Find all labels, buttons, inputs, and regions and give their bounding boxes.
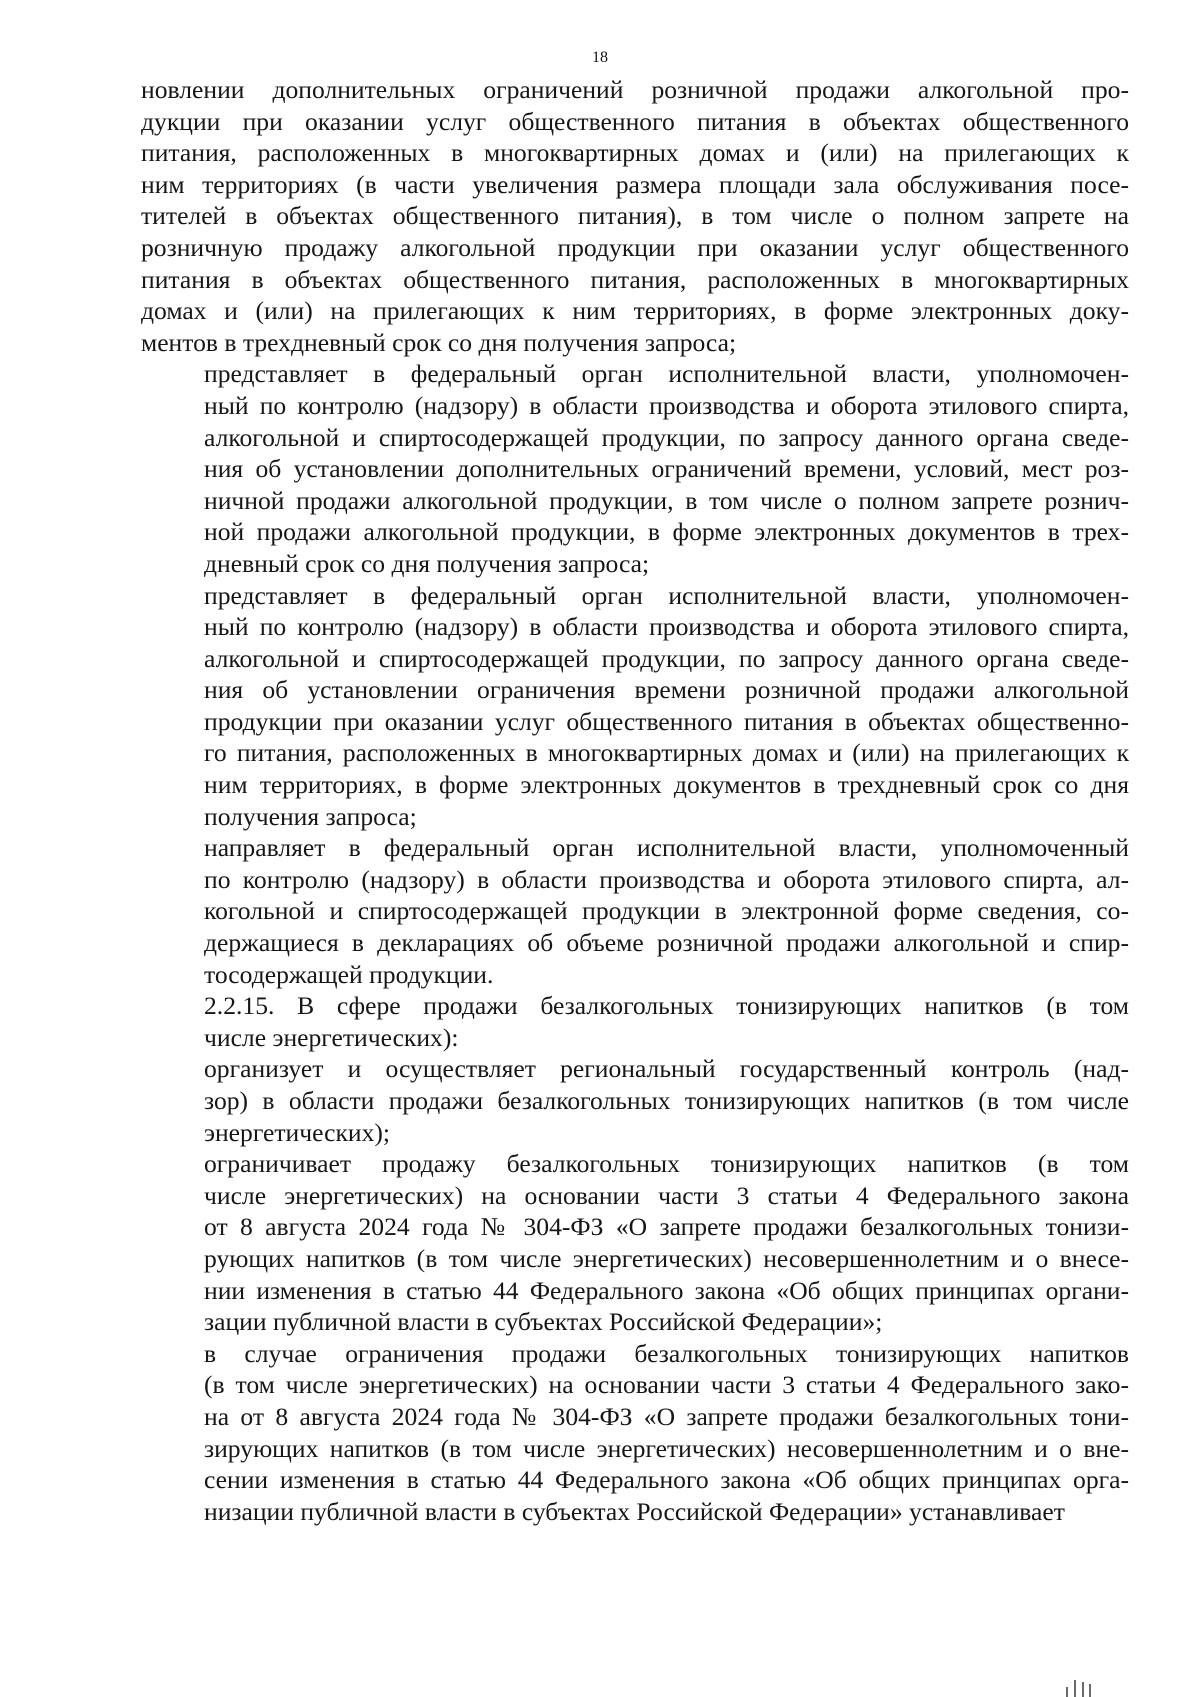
text-line: го питания, расположенных в многоквартирных домах и (или) на прилегающих к [204, 738, 1129, 768]
text-line: организует и осуществляет региональный государственный контроль (над- [204, 1054, 1129, 1084]
text-line: числе энергетических): [204, 1022, 459, 1052]
text-line: дукции при оказании услуг общественного питания в объектах общественного [141, 106, 1129, 136]
paragraph-3 [141, 580, 1129, 833]
paragraph-8 [141, 1338, 1129, 1528]
text-line: 2.2.15. В сфере продажи безалкогольных тонизирующих напитков (в том [204, 991, 1129, 1021]
text-line: нии изменения в статью 44 Федерального закона «Об общих принципах органи- [204, 1275, 1129, 1305]
text-line: ной продажи алкогольной продукции, в форме электронных документов в трех- [204, 517, 1129, 547]
text-line: зирующих напитков (в том числе энергетических) несовершеннолетним и о вне- [204, 1433, 1129, 1463]
text-line: рующих напитков (в том числе энергетических) несовершеннолетним и о внесе- [204, 1243, 1129, 1273]
text-line: ный по контролю (надзору) в области производства и оборота этилового спирта, [204, 390, 1129, 420]
text-line: (в том числе энергетических) на основании части 3 статьи 4 Федерального зако- [204, 1370, 1129, 1400]
text-line: на от 8 августа 2024 года № 304-ФЗ «О запрете продажи безалкогольных тони- [204, 1401, 1129, 1431]
page-number: 18 [592, 49, 608, 66]
text-line: когольной и спиртосодержащей продукции в электронной форме сведения, со- [204, 896, 1129, 926]
text-line: алкогольной и спиртосодержащей продукции, по запросу данного органа сведе- [204, 643, 1129, 673]
text-line: ним территориях, в форме электронных документов в трехдневный срок со дня [204, 770, 1129, 800]
text-line: тосодержащей продукции. [204, 959, 494, 989]
text-line: представляет в федеральный орган исполнительной власти, уполномочен- [204, 580, 1129, 610]
text-line: тителей в объектах общественного питания), в том числе о полном запрете на [141, 201, 1129, 231]
paragraph-1 [141, 74, 1129, 358]
text-line: ментов в трехдневный срок со дня получения запроса; [141, 327, 737, 357]
document-body [141, 74, 1129, 1527]
text-line: розничную продажу алкогольной продукции при оказании услуг общественного [141, 232, 1129, 262]
text-line: сении изменения в статью 44 Федерального закона «Об общих принципах орга- [204, 1465, 1129, 1495]
text-line: направляет в федеральный орган исполнительной власти, уполномоченный [204, 833, 1129, 863]
text-line: энергетических); [204, 1117, 391, 1147]
text-line: низации публичной власти в субъектах Российской Федерации» устанавливает [204, 1496, 1065, 1526]
text-line: дневный срок со дня получения запроса; [204, 548, 650, 578]
text-line: новлении дополнительных ограничений розничной продажи алкогольной про- [141, 75, 1129, 104]
text-line: домах и (или) на прилегающих к ним территориях, в форме электронных доку- [141, 296, 1129, 326]
scan-artifact-marks [1062, 1678, 1102, 1697]
paragraph-5-section-2-2-15 [141, 990, 1129, 1053]
text-line: представляет в федеральный орган исполнительной власти, уполномочен- [204, 359, 1129, 389]
text-line: получения запроса; [204, 801, 417, 831]
text-line: продукции при оказании услуг общественного питания в объектах общественно- [204, 706, 1129, 736]
text-line: держащиеся в декларациях об объеме розничной продажи алкогольной и спир- [204, 928, 1129, 958]
text-line: ния об установлении ограничения времени розничной продажи алкогольной [204, 675, 1129, 705]
text-line: ный по контролю (надзору) в области производства и оборота этилового спирта, [204, 612, 1129, 642]
text-line: зации публичной власти в субъектах Российской Федерации»; [204, 1307, 883, 1337]
text-line: питания в объектах общественного питания, расположенных в многоквартирных [141, 264, 1129, 294]
text-line: в случае ограничения продажи безалкогольных тонизирующих напитков [204, 1338, 1129, 1368]
text-line: от 8 августа 2024 года № 304-ФЗ «О запрете продажи безалкогольных тонизи- [204, 1212, 1129, 1242]
text-line: ния об установлении дополнительных ограничений времени, условий, мест роз- [204, 454, 1129, 484]
text-line: ограничивает продажу безалкогольных тонизирующих напитков (в том [204, 1149, 1129, 1179]
text-line: зор) в области продажи безалкогольных тонизирующих напитков (в том числе [204, 1086, 1129, 1115]
text-line: ничной продажи алкогольной продукции, в том числе о полном запрете рознич- [204, 485, 1129, 515]
text-line: алкогольной и спиртосодержащей продукции, по запросу данного органа сведе- [204, 422, 1129, 452]
text-line: питания, расположенных в многоквартирных домах и (или) на прилегающих к [141, 138, 1129, 168]
text-line: ним территориях (в части увеличения размера площади зала обслуживания посе- [141, 169, 1129, 199]
paragraph-4 [141, 832, 1129, 990]
text-line: по контролю (надзору) в области производства и оборота этилового спирта, ал- [204, 864, 1129, 894]
paragraph-7 [141, 1148, 1129, 1338]
text-line: числе энергетических) на основании части 3 статьи 4 Федерального закона [204, 1180, 1129, 1210]
paragraph-2 [141, 358, 1129, 579]
paragraph-6 [141, 1053, 1129, 1148]
